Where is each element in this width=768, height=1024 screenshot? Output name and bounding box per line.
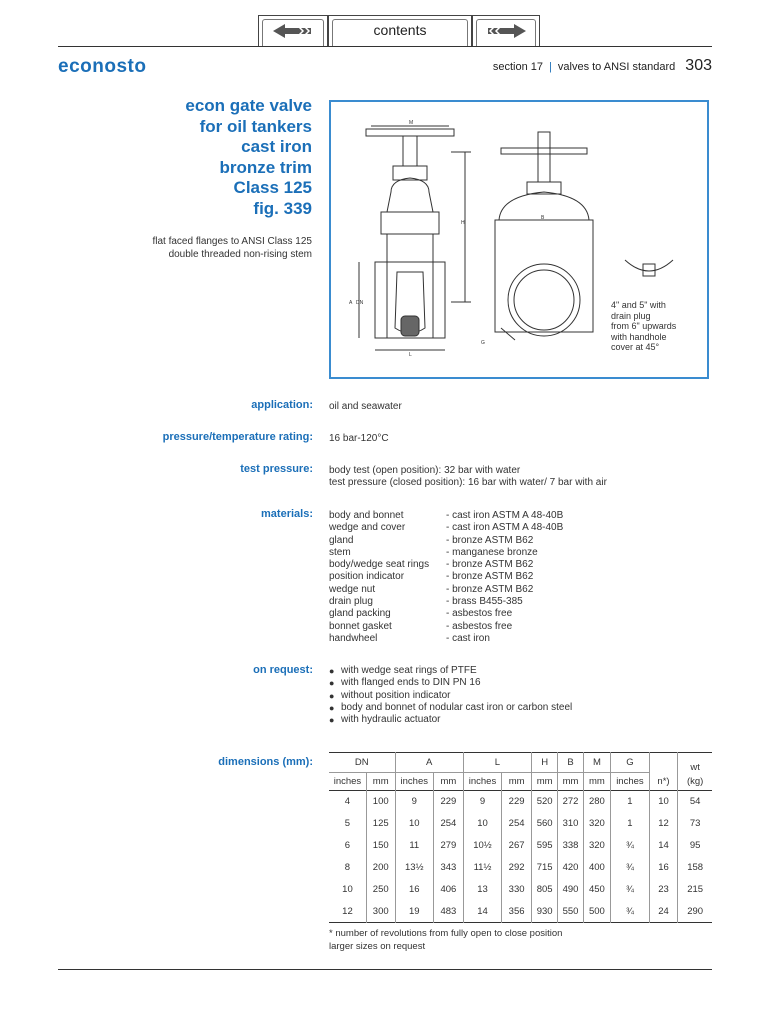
header-h: H (531, 753, 557, 773)
test-pressure-label: test pressure: (240, 463, 313, 475)
table-cell: 13½ (395, 857, 434, 879)
table-row (329, 879, 712, 901)
table-cell: 356 (502, 901, 532, 923)
next-page-button[interactable] (472, 15, 540, 46)
table-cell: 310 (558, 813, 583, 835)
svg-text:G: G (481, 340, 485, 346)
table-cell: 229 (434, 791, 464, 813)
header-g: G (611, 753, 650, 773)
table-cell: 450 (583, 879, 611, 901)
table-cell: 125 (366, 813, 395, 835)
on-request-list (329, 665, 572, 726)
page-number: 303 (685, 57, 712, 74)
double-arrow-left-icon (271, 22, 315, 40)
material-spec: - bronze ASTM B62 (446, 571, 534, 583)
caption-line: 4" and 5" with (611, 300, 666, 310)
table-row (329, 901, 712, 923)
table-cell: 250 (366, 879, 395, 901)
title-line: econ gate valve (185, 96, 312, 115)
subheader-cell: mm (583, 773, 611, 791)
product-title (185, 96, 312, 219)
material-part: position indicator (329, 571, 405, 583)
subheader-cell: inches (463, 773, 502, 791)
subheader-cell: (kg) (686, 775, 704, 787)
subheader-cell: mm (366, 773, 395, 791)
table-subheader-row (329, 773, 712, 791)
table-cell: 10½ (463, 835, 502, 857)
material-row (329, 633, 563, 645)
table-cell: 490 (558, 879, 583, 901)
table-cell: 272 (558, 791, 583, 813)
table-cell: 8 (329, 857, 366, 879)
material-part: handwheel (329, 632, 378, 644)
material-row (329, 547, 563, 559)
material-spec: - cast iron ASTM A 48-40B (446, 510, 564, 521)
table-cell: 1 (611, 791, 650, 813)
subheader-cell: mm (434, 773, 464, 791)
subheader-cell: inches (395, 773, 434, 791)
material-row (329, 608, 563, 620)
table-cell: 343 (434, 857, 464, 879)
caption-line: cover at 45° (611, 342, 660, 352)
svg-text:DN: DN (356, 300, 364, 306)
table-cell: 338 (558, 835, 583, 857)
subheader-cell: inches (611, 773, 650, 791)
econosto-logo: econosto (58, 56, 147, 77)
header-l: L (463, 753, 531, 773)
table-cell: 715 (531, 857, 557, 879)
header-wt: wt (690, 761, 700, 773)
table-cell: 290 (687, 905, 704, 917)
table-cell: 560 (531, 813, 557, 835)
material-row (329, 559, 563, 571)
list-item: ● without position indicator (329, 690, 572, 702)
test-line: test pressure (closed position): 16 bar with water/ 7 bar with air (329, 477, 607, 489)
svg-text:H: H (461, 220, 465, 226)
material-row (329, 584, 563, 596)
table-cell: 5 (329, 813, 366, 835)
material-part: stem (329, 546, 351, 558)
section-number: section 17 (492, 61, 544, 73)
table-cell: 9 (463, 791, 502, 813)
table-header-row (329, 753, 712, 773)
header-dn: DN (329, 753, 395, 773)
previous-page-button[interactable] (258, 15, 328, 46)
table-cell: 19 (395, 901, 434, 923)
materials-label: materials: (261, 508, 313, 520)
table-cell: 24 (649, 901, 678, 923)
title-line: fig. 339 (253, 198, 312, 218)
table-row (329, 791, 712, 813)
table-cell: 11½ (463, 857, 502, 879)
material-spec: - bronze ASTM B62 (446, 559, 534, 571)
material-row (329, 510, 563, 522)
footer-rule (58, 969, 712, 970)
table-cell: 73 (689, 818, 701, 829)
material-row (329, 522, 563, 534)
table-cell: 406 (434, 879, 464, 901)
table-cell: ¾ (611, 879, 650, 901)
material-part: body/wedge seat rings (329, 559, 430, 571)
section-header (493, 57, 712, 75)
table-cell: 13 (463, 879, 502, 901)
material-spec: - manganese bronze (446, 546, 538, 558)
subheader-cell: mm (558, 773, 583, 791)
table-cell: 550 (558, 901, 583, 923)
table-cell: 279 (434, 835, 464, 857)
material-part: gland packing (329, 608, 391, 620)
material-row (329, 535, 563, 547)
table-cell: 330 (502, 879, 532, 901)
table-cell: 320 (583, 835, 611, 857)
table-cell: 150 (366, 835, 395, 857)
table-row (329, 813, 712, 835)
section-divider: | (549, 61, 552, 73)
table-cell: 23 (649, 879, 678, 901)
table-cell: 483 (434, 901, 464, 923)
table-cell: 520 (531, 791, 557, 813)
table-row (329, 857, 712, 879)
table-cell: 215 (687, 884, 704, 895)
table-cell: 12 (329, 901, 366, 923)
material-spec: - brass B455-385 (446, 596, 523, 608)
table-cell: 16 (649, 857, 678, 879)
table-cell: 11 (395, 835, 434, 857)
header-m: M (583, 753, 611, 773)
application-value: oil and seawater (329, 401, 402, 412)
table-cell: 420 (558, 857, 583, 879)
table-cell: 500 (583, 901, 611, 923)
material-part: wedge nut (329, 583, 376, 595)
table-cell: 254 (434, 813, 464, 835)
material-row (329, 621, 563, 633)
contents-tab[interactable] (328, 15, 472, 46)
table-row (329, 835, 712, 857)
footnote: larger sizes on request (329, 941, 426, 952)
caption-line: from 6" upwards (611, 321, 677, 331)
table-cell: 320 (583, 813, 611, 835)
header-rule (58, 46, 712, 47)
header-a: A (395, 753, 463, 773)
double-arrow-right-icon (484, 22, 528, 40)
table-cell: 292 (502, 857, 532, 879)
table-cell: 930 (531, 901, 557, 923)
table-cell: ¾ (611, 835, 650, 857)
table-cell: 16 (395, 879, 434, 901)
list-item: ● with wedge seat rings of PTFE (329, 665, 572, 677)
table-cell: 10 (395, 813, 434, 835)
material-part: drain plug (329, 596, 373, 608)
material-part: wedge and cover (329, 522, 406, 534)
subheader-cell: n*) (649, 773, 678, 791)
materials-list (329, 510, 563, 645)
caption-line: drain plug (611, 310, 651, 321)
svg-text:L: L (409, 352, 412, 358)
table-cell: 100 (366, 791, 395, 813)
test-pressure-value (329, 465, 607, 490)
table-cell: 158 (687, 862, 704, 873)
product-subtitle (152, 235, 312, 261)
table-cell: 805 (531, 879, 557, 901)
table-cell: ¾ (611, 857, 650, 879)
material-spec: - cast iron (446, 632, 490, 644)
rating-label: pressure/temperature rating: (162, 431, 313, 443)
caption-line: with handhole (611, 331, 667, 342)
title-line: Class 125 (233, 178, 312, 197)
dimensions-table-body (329, 791, 712, 923)
title-line: cast iron (241, 137, 312, 156)
material-spec: - bronze ASTM B62 (446, 583, 534, 595)
dimensions-table (329, 752, 712, 923)
table-cell: 54 (689, 796, 701, 808)
material-part: body and bonnet (329, 510, 404, 521)
subheader-cell: inches (329, 773, 366, 791)
table-notes (329, 927, 562, 953)
table-cell: 1 (611, 813, 650, 835)
table-cell: 280 (583, 791, 611, 813)
table-cell: ¾ (611, 901, 650, 923)
material-part: bonnet gasket (329, 620, 392, 632)
table-cell: 14 (649, 835, 678, 857)
rating-value: 16 bar-120°C (329, 433, 389, 444)
svg-text:A: A (349, 300, 353, 306)
material-spec: - asbestos free (446, 620, 513, 632)
material-spec: - cast iron ASTM A 48-40B (446, 522, 564, 534)
material-part: gland (329, 534, 354, 546)
header-b: B (558, 753, 583, 773)
application-label: application: (251, 399, 313, 411)
table-cell: 9 (395, 791, 434, 813)
list-item: ● with flanged ends to DIN PN 16 (329, 677, 572, 689)
material-row (329, 596, 563, 608)
dimensions-label: dimensions (mm): (218, 756, 313, 768)
table-cell: 10 (649, 791, 678, 813)
material-spec: - bronze ASTM B62 (446, 534, 534, 546)
title-line: bronze trim (219, 157, 312, 177)
on-request-label: on request: (253, 664, 313, 676)
table-cell: 200 (366, 857, 395, 879)
table-cell: 95 (689, 840, 701, 851)
subheader-cell: mm (531, 773, 557, 791)
list-item: ● with hydraulic actuator (329, 714, 572, 726)
table-cell: 10 (463, 813, 502, 835)
table-cell: 4 (329, 791, 366, 813)
material-row (329, 571, 563, 583)
list-item: ● body and bonnet of nodular cast iron or carbon steel (329, 702, 572, 714)
subheader-cell: mm (502, 773, 532, 791)
title-line: for oil tankers (199, 116, 312, 136)
dimensions-table-wrap (329, 752, 712, 923)
footnote: * number of revolutions from fully open to close position (329, 928, 563, 939)
subtitle-line: flat faced flanges to ANSI Class 125 (152, 236, 312, 247)
svg-text:B: B (541, 215, 545, 221)
table-cell: 14 (463, 901, 502, 923)
table-cell: 400 (583, 857, 611, 879)
material-spec: - asbestos free (446, 608, 513, 620)
test-line: body test (open position): 32 bar with water (329, 465, 521, 476)
figure-caption (611, 300, 676, 353)
table-cell: 267 (502, 835, 532, 857)
table-cell: 12 (649, 813, 678, 835)
table-cell: 229 (502, 791, 532, 813)
table-cell: 300 (366, 901, 395, 923)
contents-label: contents (373, 22, 427, 38)
table-cell: 595 (531, 835, 557, 857)
table-cell: 10 (329, 879, 366, 901)
section-title: valves to ANSI standard (557, 61, 676, 73)
subtitle-line: double threaded non-rising stem (168, 249, 312, 260)
table-cell: 254 (502, 813, 532, 835)
table-cell: 6 (329, 835, 366, 857)
svg-text:M: M (409, 120, 414, 126)
